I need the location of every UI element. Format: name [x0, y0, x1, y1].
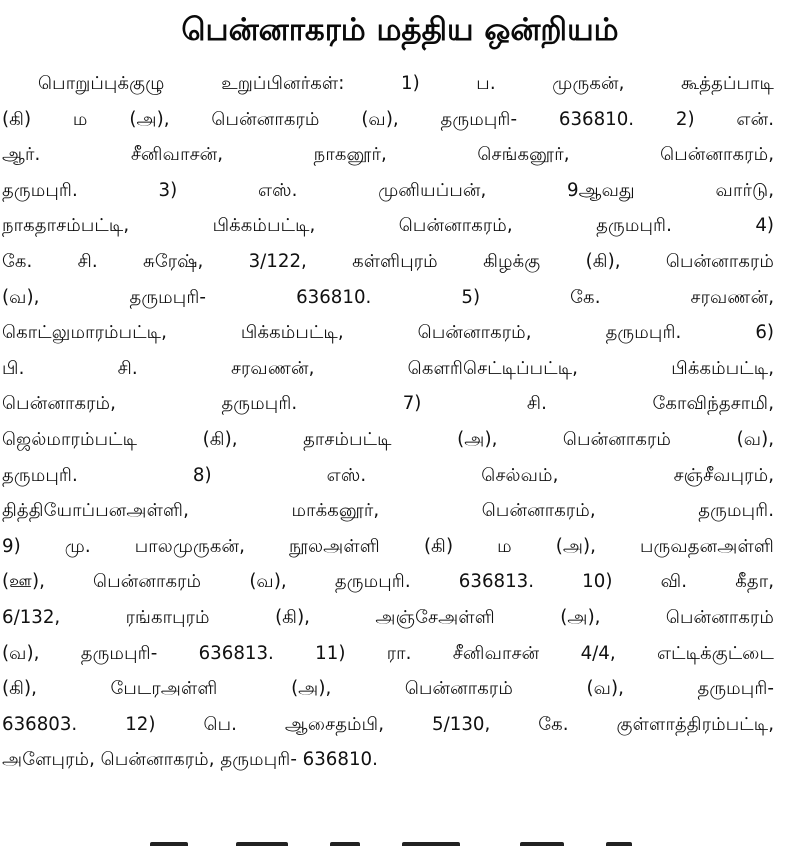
body-line: கே. சி. சுரேஷ், 3/122, கள்ளிபுரம் கிழக்கு (கி), பென்னாகரம்	[2, 250, 774, 272]
body-line: (வ), தருமபுரி- 636810. 5) கே. சரவணன்,	[2, 286, 774, 308]
body-line: (கி), பேடரஅள்ளி (அ), பென்னாகரம் (வ), தருமபுரி-	[2, 678, 774, 700]
body-line: பென்னாகரம், தருமபுரி. 7) சி. கோவிந்தசாமி,	[2, 393, 774, 415]
article-title: பென்னாகரம் மத்திய ஒன்றியம்	[181, 12, 619, 48]
body-line: 636803. 12) பெ. ஆசைதம்பி, 5/130, கே. குள்ளாத்திரம்பட்டி,	[2, 713, 774, 735]
cutoff-next-line	[0, 838, 800, 846]
body-line: பொறுப்புக்குழு உறுப்பினர்கள்: 1) ப. முருகன், கூத்தப்பாடி	[38, 73, 774, 94]
body-line: கொட்லுமாரம்பட்டி, பிக்கம்பட்டி, பென்னாகரம், தருமபுரி. 6)	[2, 322, 774, 344]
body-line: (கி) ம (அ), பென்னாகரம் (வ), தருமபுரி- 636810. 2) என்.	[2, 108, 774, 130]
body-line: 9) மு. பாலமுருகன், நூலஅள்ளி (கி) ம (அ), பருவதனஅள்ளி	[2, 535, 774, 557]
body-line: (ஊ), பென்னாகரம் (வ), தருமபுரி. 636813. 10) வி. கீதா,	[2, 571, 774, 593]
body-line: 6/132, ரங்காபுரம் (கி), அஞ்சேஅள்ளி (அ), பென்னாகரம்	[2, 606, 774, 628]
body-line: தித்தியோப்பனஅள்ளி, மாக்கனூர், பென்னாகரம், தருமபுரி.	[2, 500, 774, 522]
body-line: தருமபுரி. 8) எஸ். செல்வம், சஞ்சீவபுரம்,	[2, 464, 774, 486]
article-body	[2, 66, 774, 778]
body-line: அளேபுரம், பென்னாகரம், தருமபுரி- 636810.	[2, 749, 378, 771]
body-line: பி. சி. சரவணன், கௌரிசெட்டிப்பட்டி, பிக்கம்பட்டி,	[2, 357, 774, 379]
body-line: ஆர். சீனிவாசன், நாகனூர், செங்கனூர், பென்னாகரம்,	[2, 144, 774, 166]
body-line: ஜெல்மாரம்பட்டி (கி), தாசம்பட்டி (அ), பென்னாகரம் (வ),	[2, 428, 774, 450]
body-line: நாகதாசம்பட்டி, பிக்கம்பட்டி, பென்னாகரம், தருமபுரி. 4)	[2, 215, 774, 237]
body-line: (வ), தருமபுரி- 636813. 11) ரா. சீனிவாசன் 4/4, எட்டிக்குட்டை	[2, 642, 774, 664]
body-line: தருமபுரி. 3) எஸ். முனியப்பன், 9ஆவது வார்டு,	[2, 179, 774, 201]
